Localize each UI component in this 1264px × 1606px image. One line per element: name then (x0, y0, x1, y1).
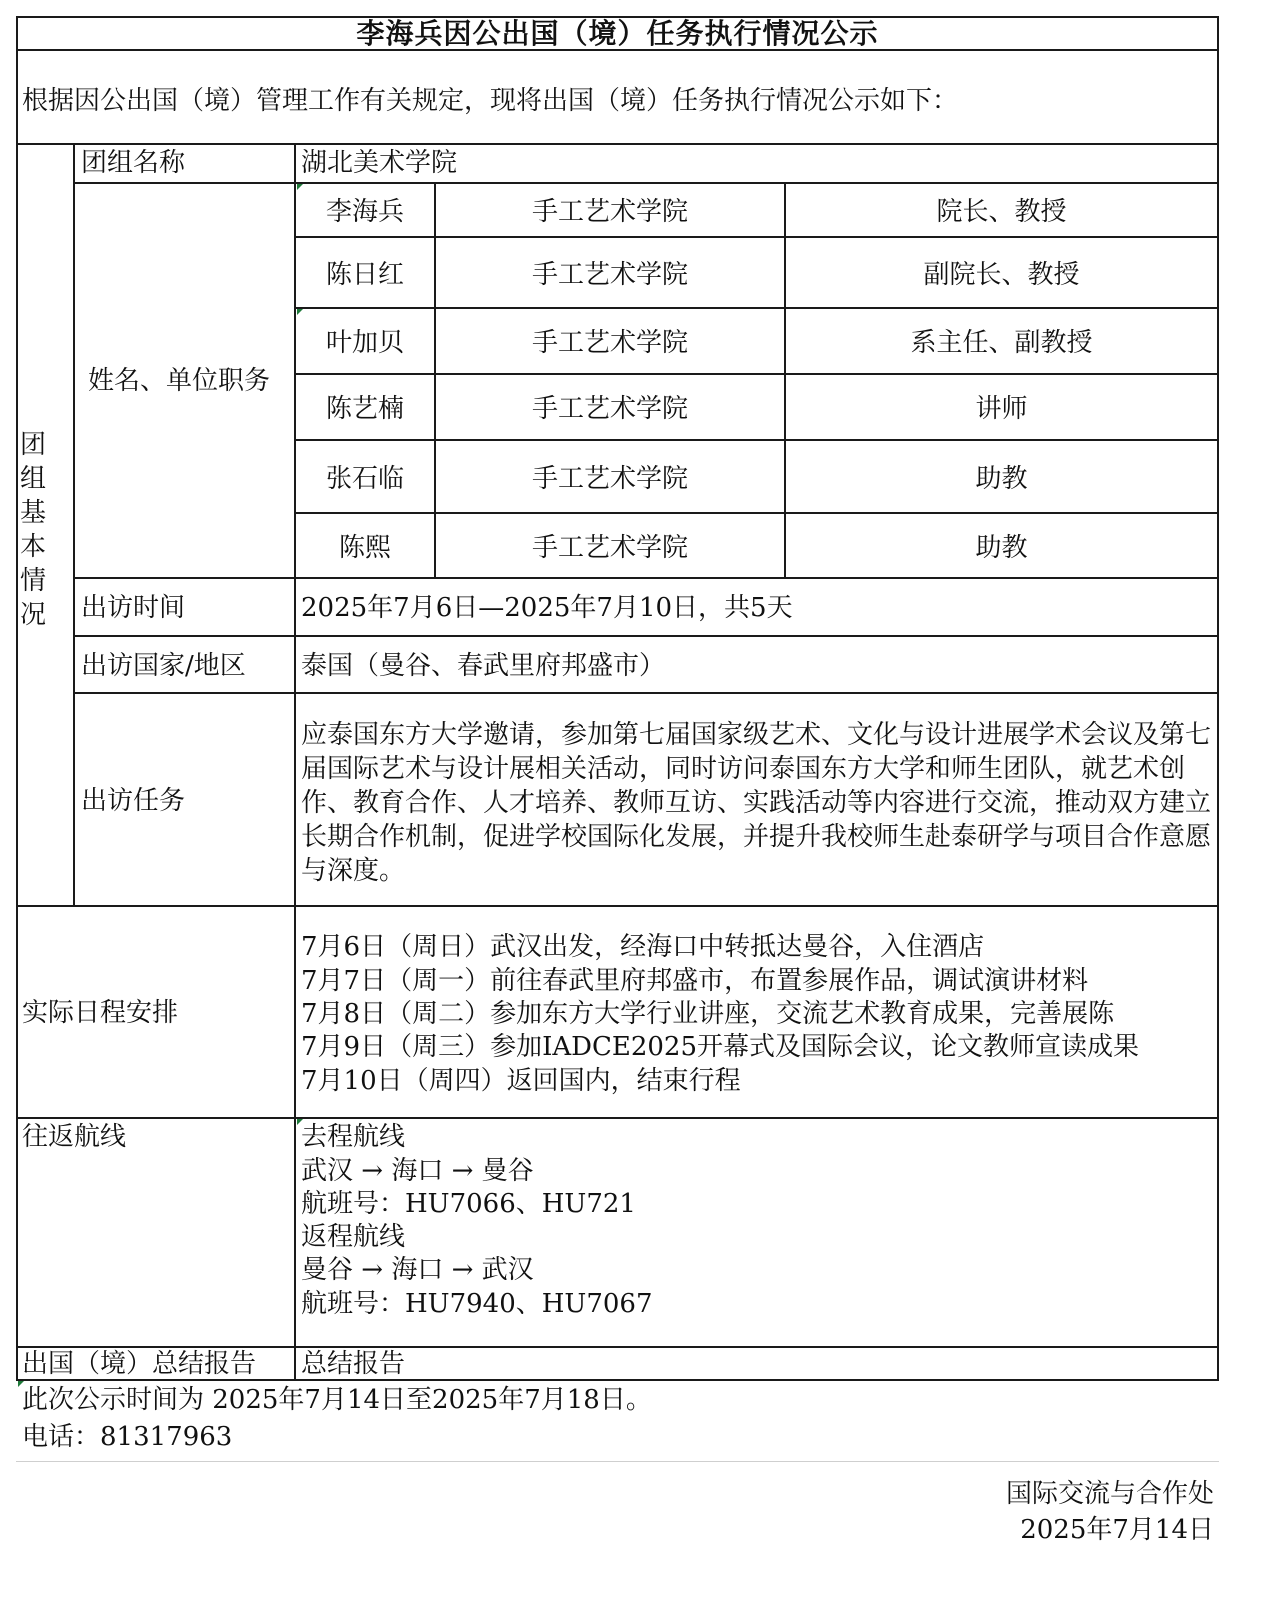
members-label: 姓名、单位职务 (88, 366, 271, 396)
route-line: 航班号：HU7066、HU721 (301, 1189, 636, 1219)
member-name: 张石临 (325, 464, 404, 494)
notice-period: 此次公示时间为 2025年7月14日至2025年7月18日。 (22, 1385, 652, 1415)
member-position: 副院长、教授 (923, 260, 1080, 290)
route-line: 武汉 → 海口 → 曼谷 (301, 1156, 534, 1186)
notice-sheet (16, 16, 1248, 1591)
rule (74, 182, 1219, 184)
member-position: 系主任、副教授 (910, 328, 1093, 358)
rule (16, 905, 1219, 907)
time-value: 2025年7月6日—2025年7月10日，共5天 (301, 593, 793, 623)
footer-date: 2025年7月14日 (1020, 1515, 1214, 1545)
schedule-item: 7月7日（周一）前往春武里府邦盛市，布置参展作品，调试演讲材料 (301, 966, 1089, 996)
schedule-item: 7月10日（周四）返回国内，结束行程 (301, 1066, 741, 1096)
schedule-item: 7月8日（周二）参加东方大学行业讲座，交流艺术教育成果，完善展陈 (301, 999, 1115, 1029)
member-unit: 手工艺术学院 (531, 533, 688, 563)
member-position: 讲师 (975, 394, 1028, 424)
member-unit: 手工艺术学院 (531, 394, 688, 424)
faint-rule (16, 1461, 1219, 1462)
page-title: 李海兵因公出国（境）任务执行情况公示 (356, 17, 879, 50)
report-label: 出国（境）总结报告 (22, 1349, 257, 1379)
route-line: 航班号：HU7940、HU7067 (301, 1289, 653, 1319)
footer-org: 国际交流与合作处 (1005, 1479, 1214, 1509)
member-unit: 手工艺术学院 (531, 197, 688, 227)
route-line: 曼谷 → 海口 → 武汉 (301, 1255, 534, 1285)
time-label: 出访时间 (81, 593, 186, 623)
rule (74, 635, 1219, 637)
rule (434, 182, 436, 579)
member-position: 助教 (975, 464, 1028, 494)
route-line: 返程航线 (301, 1222, 406, 1252)
intro-text: 根据因公出国（境）管理工作有关规定，现将出国（境）任务执行情况公示如下： (22, 86, 959, 116)
rule (73, 143, 75, 907)
route-line: 去程航线 (301, 1122, 406, 1152)
route-label: 往返航线 (22, 1122, 127, 1152)
country-value: 泰国（曼谷、春武里府邦盛市） (301, 651, 666, 681)
rule (74, 577, 1219, 579)
notice-phone: 电话：81317963 (22, 1422, 233, 1452)
member-position: 助教 (975, 533, 1028, 563)
rule (1217, 16, 1219, 1381)
member-unit: 手工艺术学院 (531, 464, 688, 494)
rule (16, 16, 18, 1381)
group-name-value: 湖北美术学院 (301, 148, 458, 178)
member-name: 李海兵 (325, 197, 404, 227)
task-label: 出访任务 (81, 786, 186, 816)
member-name: 陈艺楠 (325, 394, 404, 424)
cell-marker (297, 184, 303, 190)
schedule-item: 7月9日（周三）参加IADCE2025开幕式及国际会议，论文教师宣读成果 (301, 1032, 1140, 1062)
rule (16, 143, 1219, 145)
schedule-label: 实际日程安排 (22, 998, 179, 1028)
country-label: 出访国家/地区 (81, 651, 246, 681)
member-unit: 手工艺术学院 (531, 260, 688, 290)
rule (16, 1117, 1219, 1119)
group-section-label: 团组基本情况 (20, 430, 47, 630)
member-name: 陈日红 (325, 260, 404, 290)
rule (784, 182, 786, 579)
report-link[interactable]: 总结报告 (301, 1349, 406, 1379)
task-value: 应泰国东方大学邀请，参加第七届国家级艺术、文化与设计进展学术会议及第七届国际艺术与设计展相关活动，同时访问泰国东方大学和师生团队，就艺术创作、教育合作、人才培养、教师互访、实践活动等内容进行交流，推动双方建立长期合作机制，促进学校国际化发展，并提升我校师生赴泰研学与项目合作意愿与深度。 (301, 720, 1212, 886)
member-position: 院长、教授 (936, 197, 1067, 227)
rule (74, 692, 1219, 694)
cell-marker (297, 309, 303, 315)
member-name: 陈熙 (338, 533, 391, 563)
group-name-label: 团组名称 (81, 148, 186, 178)
member-unit: 手工艺术学院 (531, 328, 688, 358)
schedule-item: 7月6日（周日）武汉出发，经海口中转抵达曼谷，入住酒店 (301, 932, 985, 962)
member-name: 叶加贝 (325, 328, 404, 358)
